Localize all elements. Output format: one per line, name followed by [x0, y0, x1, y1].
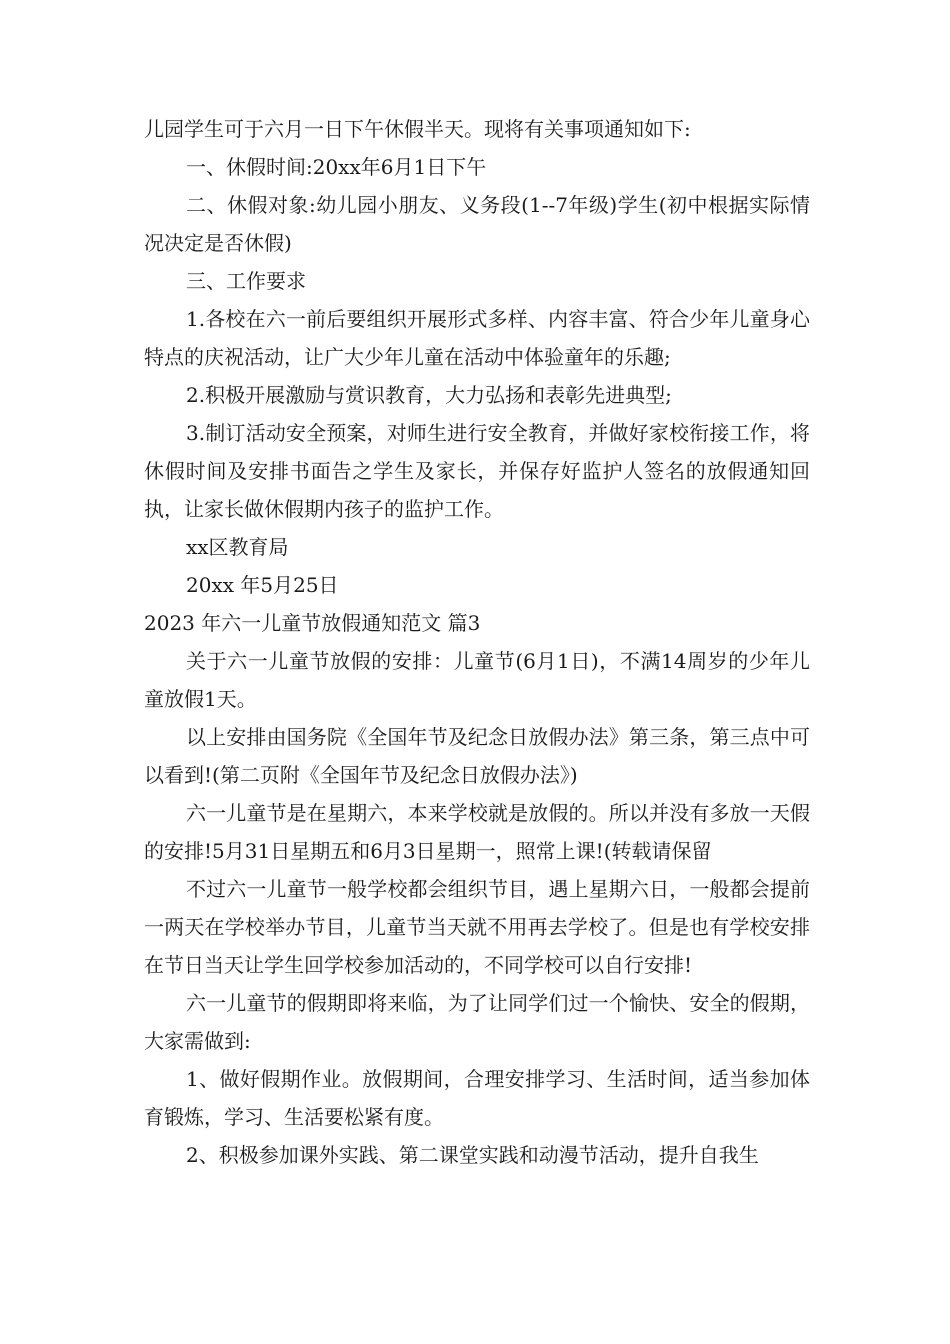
paragraph-6: 2.积极开展激励与赏识教育，大力弘扬和表彰先进典型;	[186, 383, 672, 407]
paragraph-17: 2、积极参加课外实践、第二课堂实践和动漫节活动，提升自我生	[186, 1143, 759, 1167]
paragraph-4: 三、工作要求	[186, 269, 306, 293]
paragraph-7: 3.制订活动安全预案，对师生进行安全教育，并做好家校衔接工作，将休假时间及安排书面告之学生及家长，并保存好监护人签名的放假通知回执，让家长做休假期内孩子的监护工作。	[144, 421, 810, 521]
paragraph-8: xx区教育局	[186, 535, 289, 559]
paragraph-10: 2023 年六一儿童节放假通知范文 篇3	[144, 611, 481, 635]
paragraph-16: 1、做好假期作业。放假期间，合理安排学习、生活时间，适当参加体育锻炼，学习、生活要松紧有度。	[144, 1067, 810, 1129]
paragraph-12: 以上安排由国务院《全国年节及纪念日放假办法》第三条，第三点中可以看到!(第二页附《全国年节及纪念日放假办法》)	[144, 725, 810, 787]
paragraph-9: 20xx 年5月25日	[186, 573, 339, 597]
paragraph-3: 二、休假对象:幼儿园小朋友、义务段(1--7年级)学生(初中根据实际情况决定是否休假)	[144, 193, 810, 255]
paragraph-15: 六一儿童节的假期即将来临，为了让同学们过一个愉快、安全的假期，大家需做到:	[144, 991, 810, 1053]
paragraph-2: 一、休假时间:20xx年6月1日下午	[186, 155, 487, 179]
document-body	[144, 110, 810, 1174]
paragraph-14: 不过六一儿童节一般学校都会组织节目，遇上星期六日，一般都会提前一两天在学校举办节目，儿童节当天就不用再去学校了。但是也有学校安排在节日当天让学生回学校参加活动的，不同学校可以自行安排!	[144, 877, 810, 977]
paragraph-1: 儿园学生可于六月一日下午休假半天。现将有关事项通知如下:	[144, 117, 691, 141]
paragraph-11: 关于六一儿童节放假的安排：儿童节(6月1日)，不满14周岁的少年儿童放假1天。	[144, 649, 810, 711]
paragraph-5: 1.各校在六一前后要组织开展形式多样、内容丰富、符合少年儿童身心特点的庆祝活动，让广大少年儿童在活动中体验童年的乐趣;	[144, 307, 810, 369]
paragraph-13: 六一儿童节是在星期六，本来学校就是放假的。所以并没有多放一天假的安排!5月31日星期五和6月3日星期一，照常上课!(转载请保留	[144, 801, 810, 863]
